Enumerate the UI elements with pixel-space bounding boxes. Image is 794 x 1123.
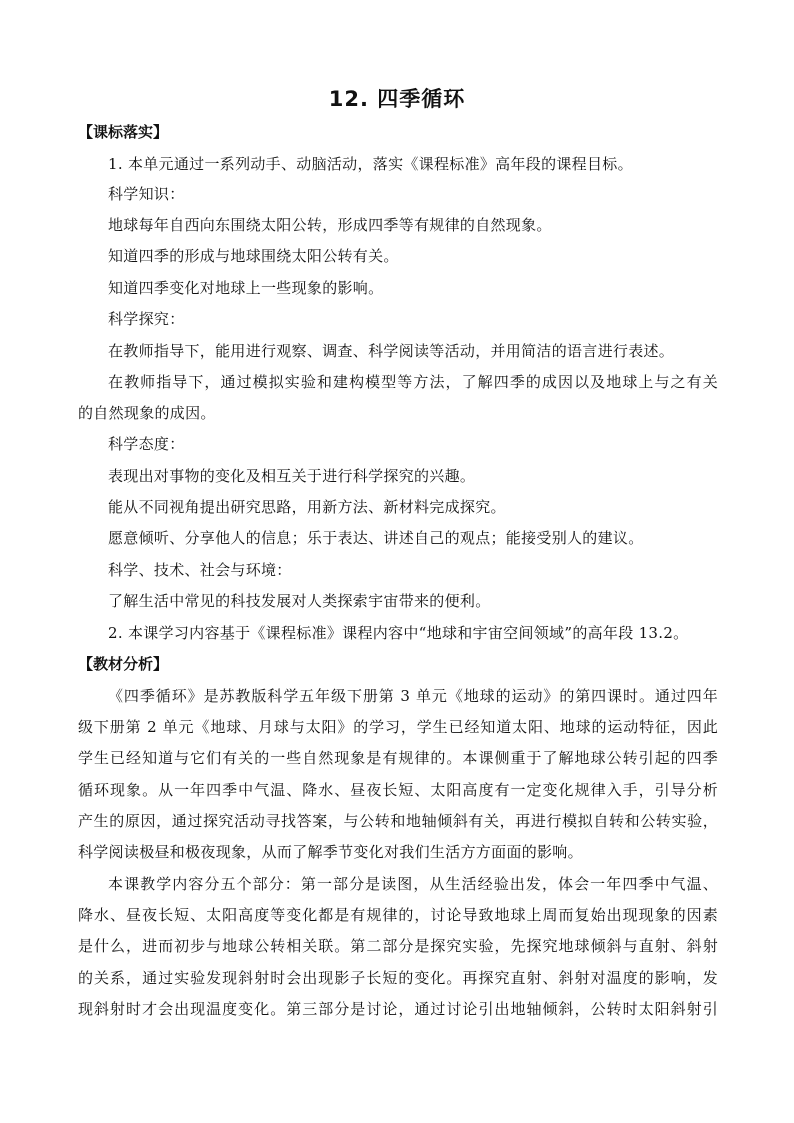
paragraph-line: 科学探究： <box>108 310 185 328</box>
paragraph-line: 1. 本单元通过一系列动手、动脑活动，落实《课程标准》高年段的课程目标。 <box>108 155 633 173</box>
paragraph-line: 级下册第 2 单元《地球、月球与太阳》的学习，学生已经知道太阳、地球的运动特征，因此 <box>78 718 718 736</box>
section-heading-textbook-analysis: 【教材分析】 <box>78 655 169 673</box>
section-heading-curriculum: 【课标落实】 <box>78 123 169 141</box>
paragraph-line: 产生的原因，通过探究活动寻找答案，与公转和地轴倾斜有关，再进行模拟自转和公转实验， <box>78 812 718 830</box>
paragraph-line: 愿意倾听、分享他人的信息；乐于表达、讲述自己的观点；能接受别人的建议。 <box>108 529 644 547</box>
paragraph-line: 知道四季变化对地球上一些现象的影响。 <box>108 279 384 297</box>
paragraph-line: 科学、技术、社会与环境： <box>108 561 292 579</box>
paragraph-line: 科学态度： <box>108 435 185 453</box>
paragraph-line: 在教师指导下，通过模拟实验和建构模型等方法，了解四季的成因以及地球上与之有关 <box>108 373 718 391</box>
paragraph-line: 在教师指导下，能用进行观察、调查、科学阅读等活动，并用简洁的语言进行表述。 <box>108 342 675 360</box>
paragraph-line: 2. 本课学习内容基于《课程标准》课程内容中“地球和宇宙空间领域”的高年段 13.2。 <box>108 624 689 642</box>
paragraph-line: 降水、昼夜长短、太阳高度等变化都是有规律的，讨论导致地球上周而复始出现现象的因素 <box>78 906 718 924</box>
paragraph-line: 能从不同视角提出研究思路，用新方法、新材料完成探究。 <box>108 498 506 516</box>
paragraph-line: 本课教学内容分五个部分：第一部分是读图，从生活经验出发，体会一年四季中气温、 <box>108 875 718 893</box>
paragraph-line: 学生已经知道与它们有关的一些自然现象是有规律的。本课侧重于了解地球公转引起的四季 <box>78 749 718 767</box>
document-title: 12. 四季循环 <box>328 87 466 111</box>
paragraph-line: 了解生活中常见的科技发展对人类探索宇宙带来的便利。 <box>108 592 491 610</box>
paragraph-line: 现斜射时才会出现温度变化。第三部分是讨论，通过讨论引出地轴倾斜，公转时太阳斜射引 <box>78 1000 718 1018</box>
paragraph-line: 循环现象。从一年四季中气温、降水、昼夜长短、太阳高度有一定变化规律入手，引导分析 <box>78 781 718 799</box>
paragraph-line: 表现出对事物的变化及相互关于进行科学探究的兴趣。 <box>108 467 476 485</box>
paragraph-line: 《四季循环》是苏教版科学五年级下册第 3 单元《地球的运动》的第四课时。通过四年 <box>108 687 718 705</box>
paragraph-line: 的关系，通过实验发现斜射时会出现影子长短的变化。再探究直射、斜射对温度的影响，发 <box>78 969 718 987</box>
paragraph-line: 地球每年自西向东围绕太阳公转，形成四季等有规律的自然现象。 <box>108 216 552 234</box>
paragraph-line: 是什么，进而初步与地球公转相关联。第二部分是探究实验，先探究地球倾斜与直射、斜射 <box>78 937 718 955</box>
paragraph-line: 科学阅读极昼和极夜现象，从而了解季节变化对我们生活方方面面的影响。 <box>78 843 583 861</box>
paragraph-line: 知道四季的形成与地球围绕太阳公转有关。 <box>108 247 399 265</box>
paragraph-line: 的自然现象的成因。 <box>78 404 216 422</box>
paragraph-line: 科学知识： <box>108 185 185 203</box>
